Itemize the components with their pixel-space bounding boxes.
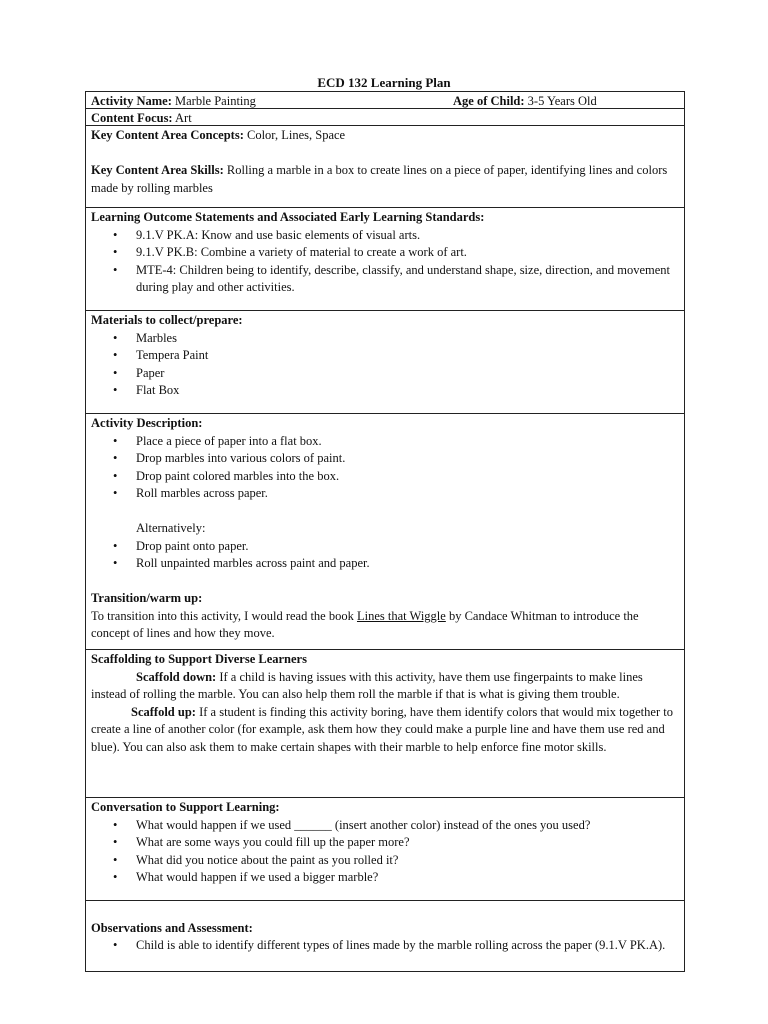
scaffold-down	[91, 669, 678, 704]
key-content-row	[86, 126, 684, 208]
spacer	[91, 503, 678, 521]
bullet-icon: •	[113, 433, 118, 448]
alternative-steps-list	[91, 538, 678, 573]
list-item-text: Flat Box	[136, 383, 180, 397]
bullet-icon: •	[113, 227, 118, 242]
content-focus-label: Content Focus:	[91, 111, 173, 125]
scaffold-up-label: Scaffold up:	[131, 704, 196, 719]
list-item	[113, 433, 678, 451]
list-item	[113, 382, 678, 400]
materials-row	[86, 311, 684, 414]
scaffold-down-label: Scaffold down:	[136, 669, 217, 684]
key-skills-value: Rolling a marble in a box to create lines on a piece of paper, identifying lines and colors made by rolling marbles	[91, 163, 668, 195]
bullet-icon: •	[113, 330, 118, 345]
materials-list	[91, 330, 678, 400]
content-focus-value: Art	[175, 111, 192, 125]
bullet-icon: •	[113, 486, 118, 500]
list-item	[113, 347, 678, 365]
activity-name-value: Marble Painting	[175, 94, 256, 108]
list-item	[113, 330, 678, 348]
list-item	[113, 262, 678, 297]
bullet-icon: •	[113, 538, 118, 553]
bullet-icon: •	[113, 468, 118, 483]
observations-heading: Observations and Assessment:	[91, 920, 253, 935]
transition-text-end: by Candace Whitman to introduce the concept of lines and how they move.	[91, 608, 639, 640]
list-item	[113, 538, 678, 556]
learning-outcomes-row	[86, 208, 684, 311]
list-item-text: Drop marbles into various colors of paint.	[136, 451, 346, 465]
learning-outcomes-list	[91, 227, 678, 297]
age-cell	[453, 93, 597, 111]
list-item	[113, 869, 678, 887]
list-item-text: What would happen if we used a bigger marble?	[136, 870, 379, 884]
key-concepts-label: Key Content Area Concepts:	[91, 128, 244, 142]
list-item-text: Drop paint colored marbles into the box.	[136, 468, 340, 483]
bullet-icon: •	[113, 365, 118, 380]
bullet-icon: •	[113, 245, 118, 259]
transition-heading: Transition/warm up:	[91, 591, 203, 605]
list-item-text: What are some ways you could fill up the paper more?	[136, 835, 410, 849]
learning-plan-table	[85, 91, 685, 972]
transition-text-start: To transition into this activity, I would read the book	[91, 608, 357, 623]
list-item-text: Place a piece of paper into a flat box.	[136, 433, 322, 448]
list-item-text: Child is able to identify different types of lines made by the marble rolling across the paper (9.1.V PK.A).	[136, 938, 666, 952]
list-item-text: Roll unpainted marbles across paint and paper.	[136, 556, 370, 570]
bullet-icon: •	[113, 817, 118, 832]
bullet-icon: •	[113, 835, 118, 849]
list-item-text: What did you notice about the paint as you rolled it?	[136, 852, 399, 867]
list-item	[113, 244, 678, 262]
activity-name-row	[86, 92, 684, 109]
bullet-icon: •	[113, 348, 118, 362]
bullet-icon: •	[113, 556, 118, 570]
list-item	[113, 365, 678, 383]
observations-row	[86, 901, 684, 971]
bullet-icon: •	[113, 383, 118, 397]
content-focus-row	[86, 109, 684, 126]
spacer	[91, 573, 678, 591]
observations-list	[91, 937, 678, 955]
bullet-icon: •	[113, 451, 118, 465]
alternatively-label: Alternatively:	[136, 521, 206, 535]
list-item-text: 9.1.V PK.A: Know and use basic elements of visual arts.	[136, 227, 421, 242]
list-item	[113, 852, 678, 870]
conversation-list	[91, 817, 678, 887]
list-item-text: Marbles	[136, 330, 177, 345]
list-item	[113, 834, 678, 852]
conversation-heading: Conversation to Support Learning:	[91, 800, 280, 814]
list-item-text: Paper	[136, 365, 165, 380]
list-item-text: What would happen if we used ______ (insert another color) instead of the ones you used?	[136, 817, 591, 832]
key-concepts-value: Color, Lines, Space	[247, 128, 346, 142]
bullet-icon: •	[113, 852, 118, 867]
bullet-icon: •	[113, 870, 118, 884]
list-item-text: Drop paint onto paper.	[136, 538, 249, 553]
age-value: 3-5 Years Old	[527, 94, 597, 108]
list-item-text: 9.1.V PK.B: Combine a variety of material to create a work of art.	[136, 245, 467, 259]
key-skills	[91, 162, 678, 197]
bullet-icon: •	[113, 262, 118, 277]
list-item	[113, 450, 678, 468]
scaffold-down-text: If a child is having issues with this activity, have them use fingerpaints to make lines instead of rolling the marble. You can also help them roll the marble if that is what is giving them trouble.	[91, 669, 643, 701]
list-item	[113, 468, 678, 486]
activity-description-heading: Activity Description:	[91, 416, 203, 430]
document-title: ECD 132 Learning Plan	[317, 75, 451, 90]
activity-description-row	[86, 414, 684, 650]
conversation-row	[86, 798, 684, 901]
list-item-text: MTE-4: Children being to identify, describe, classify, and understand shape, size, direction, and movement during play and other activities.	[136, 262, 670, 294]
spacer	[91, 145, 678, 163]
scaffolding-row	[86, 650, 684, 798]
activity-steps-list	[91, 433, 678, 503]
scaffold-up-text: If a student is finding this activity boring, have them identify colors that would mix together to create a line of another color (for example, ask them how they could make a purple line and have them use red and blue). You can also ask them to make certain shapes with their marble to help enforce fine motor skills.	[91, 704, 673, 754]
learning-outcomes-heading: Learning Outcome Statements and Associated Early Learning Standards:	[91, 210, 485, 224]
list-item	[113, 485, 678, 503]
key-skills-label: Key Content Area Skills:	[91, 163, 224, 177]
list-item	[113, 817, 678, 835]
scaffold-up	[91, 704, 678, 757]
list-item	[113, 555, 678, 573]
bullet-icon: •	[113, 938, 118, 952]
age-label: Age of Child:	[453, 94, 525, 108]
list-item	[113, 937, 678, 955]
list-item-text: Tempera Paint	[136, 348, 209, 362]
transition-text	[91, 608, 678, 643]
materials-heading: Materials to collect/prepare:	[91, 313, 243, 327]
scaffolding-heading: Scaffolding to Support Diverse Learners	[91, 652, 307, 666]
book-title: Lines that Wiggle	[356, 608, 446, 623]
activity-name-label: Activity Name:	[91, 94, 172, 108]
key-concepts	[91, 127, 678, 145]
spacer	[91, 902, 678, 920]
list-item	[113, 227, 678, 245]
list-item-text: Roll marbles across paper.	[136, 486, 268, 500]
